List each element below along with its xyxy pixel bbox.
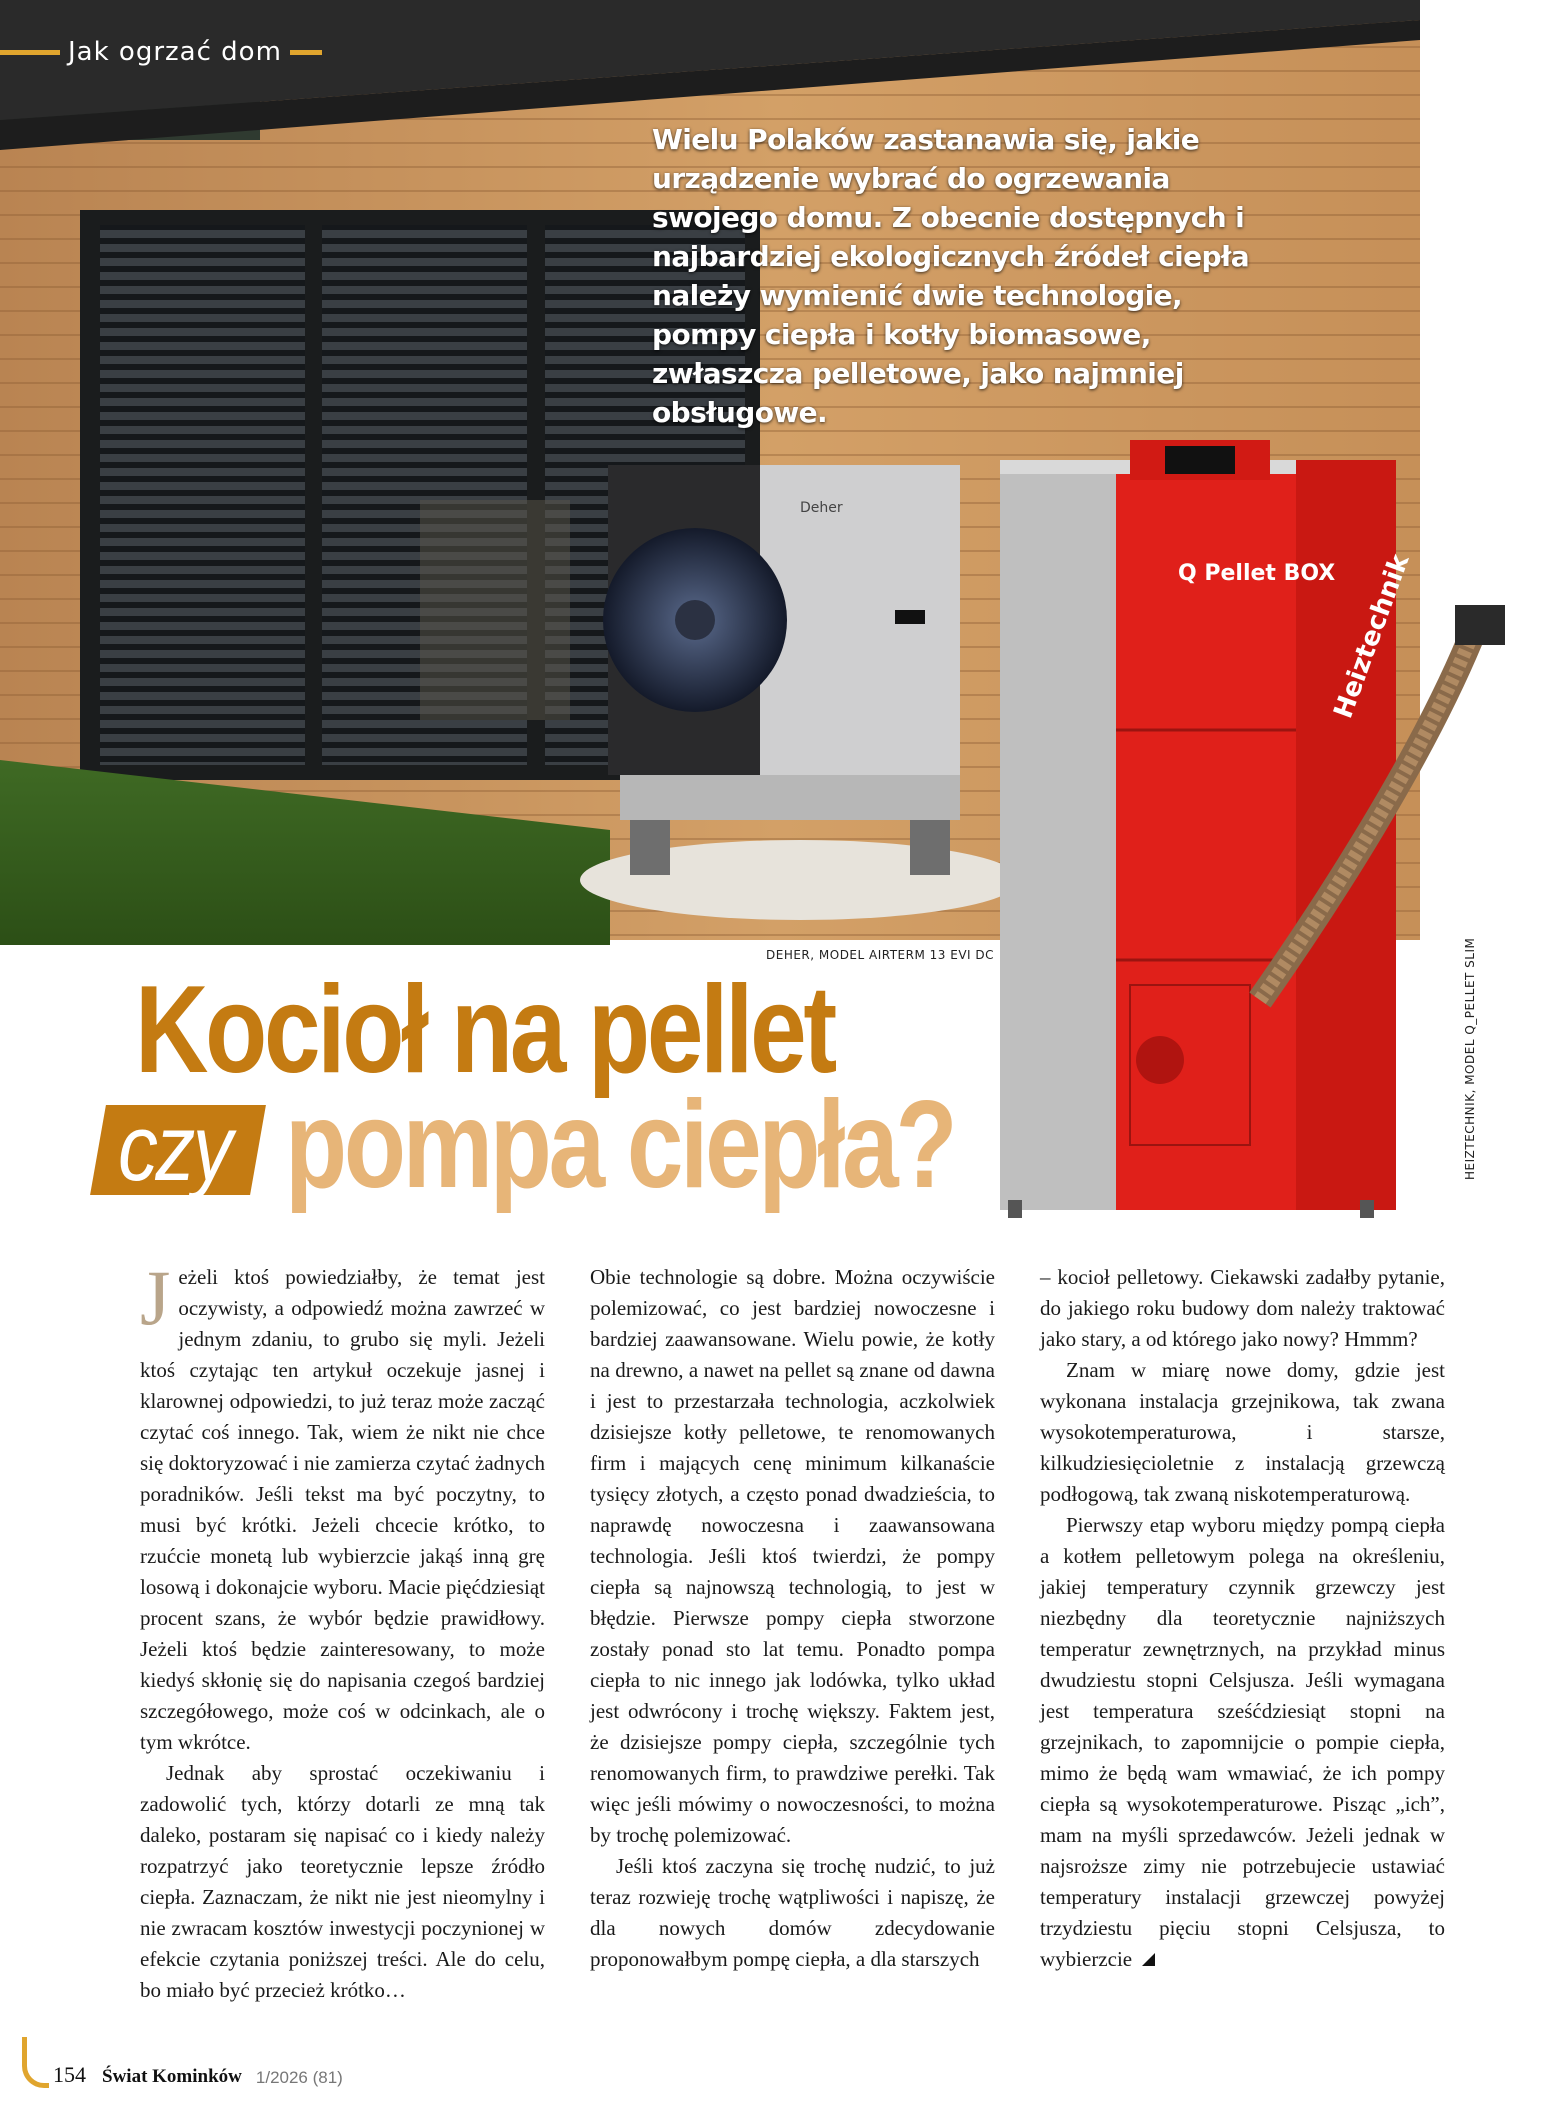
- article-column-2: [590, 1262, 995, 1975]
- page-footer: [22, 2038, 343, 2088]
- heat-pump-caption: DEHER, MODEL AIRTERM 13 EVI DC: [766, 948, 994, 962]
- paragraph-text: Pierwszy etap wyboru między pompą ciepła a kotłem pelletowym polega na określeniu, jakiej temperatury czynnik grzewczy jest niezbędny dla teoretycznie najniższych temperatur zewnętrznych, na przykład minus dwudziestu stopni Celsjusza. Jeśli wymagana jest temperatura sześćdziesiąt stopni na grzejnikach, to zapomnijcie o pompie ciepła, mimo że będą wam wmawiać, że ich pompy ciepła są wysokotemperaturowe. Pisząc „ich”, mam na myśli sprzedawców. Jeżeli jednak w najsroższe zimy nie potrzebujecie ustawiać temperatury instalacji grzewczej powyżej trzydziestu pięciu stopni Celsjusza, to wybierzcie: [1040, 1513, 1445, 1971]
- section-accent-bar: [0, 50, 60, 55]
- issue-number: 1/2026 (81): [255, 2068, 343, 2087]
- magazine-name: Świat Kominków: [102, 2066, 242, 2087]
- section-accent-bar-right: [290, 50, 322, 55]
- headline-czy: czy: [118, 1095, 231, 1200]
- boiler-brand-text: Heiztechnik: [1328, 550, 1416, 723]
- continue-arrow-icon: [1142, 1953, 1155, 1966]
- headline-line-1: Kocioł na pellet: [135, 961, 834, 1099]
- article-column-3: [1040, 1262, 1445, 1975]
- page-number: 154: [53, 2062, 86, 2087]
- heat-pump-unit: [603, 465, 960, 875]
- section-tag: [0, 38, 322, 66]
- footer-accent-icon: [22, 2037, 49, 2088]
- boiler-label-text: Q Pellet BOX: [1178, 561, 1336, 586]
- pump-brand-text: Deher: [800, 500, 843, 516]
- lead-paragraph: Wielu Polaków zastanawia się, jakie urządzenie wybrać do ogrzewania swojego domu. Z obecnie dostępnych i najbardziej ekologicznych źródeł ciepła należy wymienić dwie technologie, pompy ciepła i kotły biomasowe, zwłaszcza pelletowe, jako najmniej obsługowe.: [652, 123, 1250, 429]
- section-label: Jak ogrzać dom: [68, 37, 282, 67]
- paragraph-text: eżeli ktoś powiedziałby, że temat jest oczywisty, a odpowiedź można zawrzeć w jednym zdaniu, to grubo się myli. Jeżeli ktoś czytając ten artykuł oczekuje jasnej i klarownej odpowiedzi, to już teraz może zacząć czytać coś innego. Tak, wiem że nikt nie chce się doktoryzować i nie zamierza czytać żadnych poradników. Jeśli tekst ma być poczytny, to musi być krótki. Jeżeli chcecie krótko, to rzućcie monetą lub wybierzcie jakąś inną grę losową i dokonajcie wyboru. Macie pięćdziesiąt procent szans, że wybór będzie prawidłowy. Jeżeli ktoś będzie zainteresowany, to może kiedyś skłonię się do napisania czegoś bardziej szczegółowego, może coś w odcinkach, ale o tym wkrótce.: [140, 1265, 545, 1754]
- paragraph: Jeśli ktoś zaczyna się trochę nudzić, to już teraz rozwieję trochę wątpliwości i napiszę, że dla nowych domów zdecydowanie proponowałbym pompę ciepła, a dla starszych: [590, 1854, 995, 1971]
- paragraph: Obie technologie są dobre. Można oczywiście polemizować, co jest bardziej nowoczesne i bardziej zaawansowane. Wielu powie, że kotły na drewno, a nawet na pellet są znane od dawna i jest to przestarzała technologia, aczkolwiek dzisiejsze kotły pelletowe, te renomowanych firm i mających cenę minimum kilkanaście tysięcy złotych, a często ponad dwadzieścia, to naprawdę nowoczesna i zaawansowana technologia. Jeśli ktoś twierdzi, że pompy ciepła są najnowszą technologią, to jest w błędzie. Pierwsze pompy ciepła stworzone zostały ponad sto lat temu. Ponadto pompa ciepła to nic innego jak lodówka, tylko układ jest odwrócony i trochę większy. Faktem jest, że dzisiejsze pompy ciepła, szczególnie tych renomowanych firm, to prawdziwe perełki. Tak więc jeśli mówimy o nowoczesności, to można by trochę polemizować.: [590, 1265, 995, 1847]
- paragraph: Jednak aby sprostać oczekiwaniu i zadowolić tych, którzy dotarli ze mną tak daleko, postaram się napisać co i kiedy należy rozpatrzyć jako teoretycznie lepsze źródło ciepła. Zaznaczam, że nikt nie jest nieomylny i nie zwracam kosztów inwestycji poczynionej w efekcie czytania poniższej treści. Ale do celu, bo miało być przecież krótko…: [140, 1761, 545, 2002]
- paragraph: – kocioł pelletowy. Ciekawski zadałby pytanie, do jakiego roku budowy dom należy traktować jako stary, a od którego jako nowy? Hmmm?: [1040, 1265, 1445, 1351]
- boiler-caption: HEIZTECHNIK, MODEL Q_PELLET SLIM: [1463, 937, 1477, 1180]
- paragraph: [140, 1254, 545, 1758]
- paragraph: Znam w miarę nowe domy, gdzie jest wykonana instalacja grzejnikowa, tak zwana wysokotemperaturowa, i starsze, kilkudziesięcioletnie z instalacją grzewczą podłogową, tak zwaną niskotemperaturową.: [1040, 1358, 1445, 1506]
- paragraph-last: [1040, 1510, 1445, 1975]
- drop-cap: J: [140, 1254, 171, 1341]
- headline-line-2: pompa ciepła?: [285, 1076, 955, 1214]
- article-column-1: [140, 1254, 545, 2006]
